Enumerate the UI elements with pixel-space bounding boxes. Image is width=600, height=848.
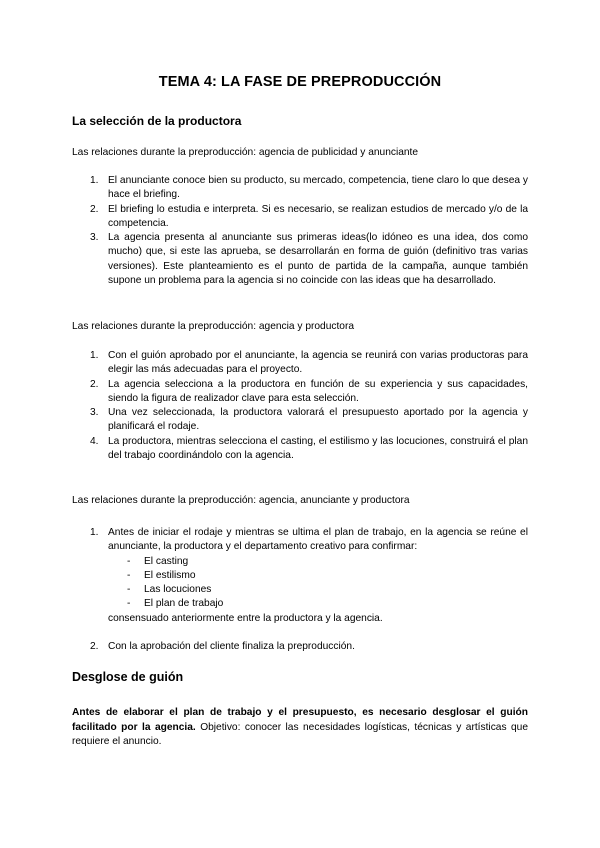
- list-item: 1. Antes de iniciar el rodaje y mientras se ultima el plan de trabajo, en la agencia se reúne el anunciante, la productora y el departamento creativo para confirmar: - El casting - El estilismo - Las locuciones - El plan de trabajo consensuado anteriormente entre la productora y la agencia.: [90, 526, 528, 626]
- sublist-item: - El casting: [127, 555, 189, 567]
- list-item: 4. La productora, mientras selecciona el casting, el estilismo y las locuciones, construirá el plan del trabajo coordinándolo con la agencia.: [90, 435, 528, 462]
- group2-list: [90, 349, 528, 463]
- list-item: 2. El briefing lo estudia e interpreta. Si es necesario, se realizan estudios de mercado y/o de la competencia.: [90, 203, 528, 229]
- desglose-paragraph: [72, 706, 528, 750]
- consensuado-note: consensuado anteriormente entre la productora y la agencia.: [108, 612, 383, 624]
- list-item: 1. Con el guión aprobado por el anunciante, la agencia se reunirá con varias productoras para elegir las más adecuadas para el proyecto.: [90, 350, 528, 376]
- sublist-item: - Las locuciones: [127, 584, 212, 596]
- desglose-bold-text: Antes de elaborar el plan de trabajo y el presupuesto, es necesario desglosar el guión facilitado por la agencia.: [72, 707, 528, 733]
- desglose-normal-text: Objetivo: conocer las necesidades logísticas, técnicas y artísticas que requiere el anuncio.: [72, 721, 528, 747]
- list-item: 3. La agencia presenta al anunciante sus primeras ideas(lo idóneo es una idea, dos como mucho) que, si este las aprueba, se desarrollarán en forma de guión (definitivo tras varias versiones). Este planteamiento es el punto de partida de la campaña, aunque también supone un problema para la agencia si no coincide con las ideas que ha desarrollado.: [90, 232, 528, 287]
- confirm-sublist: [108, 555, 528, 612]
- list-item: 2. La agencia selecciona a la productora en función de su experiencia y sus capacidades, siendo la figura de realizador clave para esta selección.: [90, 378, 528, 404]
- sublist-item: - El plan de trabajo: [127, 598, 224, 610]
- page-title: TEMA 4: LA FASE DE PREPRODUCCIÓN: [158, 74, 442, 90]
- group1-intro: Las relaciones durante la preproducción: agencia de publicidad y anunciante: [72, 147, 419, 158]
- list-item: 3. Una vez seleccionada, la productora valorará el presupuesto aportado por la agencia y planificará el rodaje.: [90, 407, 528, 433]
- list-item: 2. Con la aprobación del cliente finaliza la preproducción.: [90, 641, 355, 653]
- sublist-item: - El estilismo: [127, 569, 196, 581]
- section-heading-desglose: Desglose de guión: [72, 670, 184, 684]
- group1-list: [90, 174, 528, 288]
- list-item: 1. El anunciante conoce bien su producto, su mercado, competencia, tiene claro lo que desea y hace el briefing.: [90, 175, 528, 201]
- group3-list: [90, 526, 528, 654]
- group2-intro: Las relaciones durante la preproducción: agencia y productora: [72, 321, 355, 332]
- section-heading-seleccion: La selección de la productora: [72, 114, 242, 128]
- group3-intro: Las relaciones durante la preproducción: agencia, anunciante y productora: [72, 495, 410, 506]
